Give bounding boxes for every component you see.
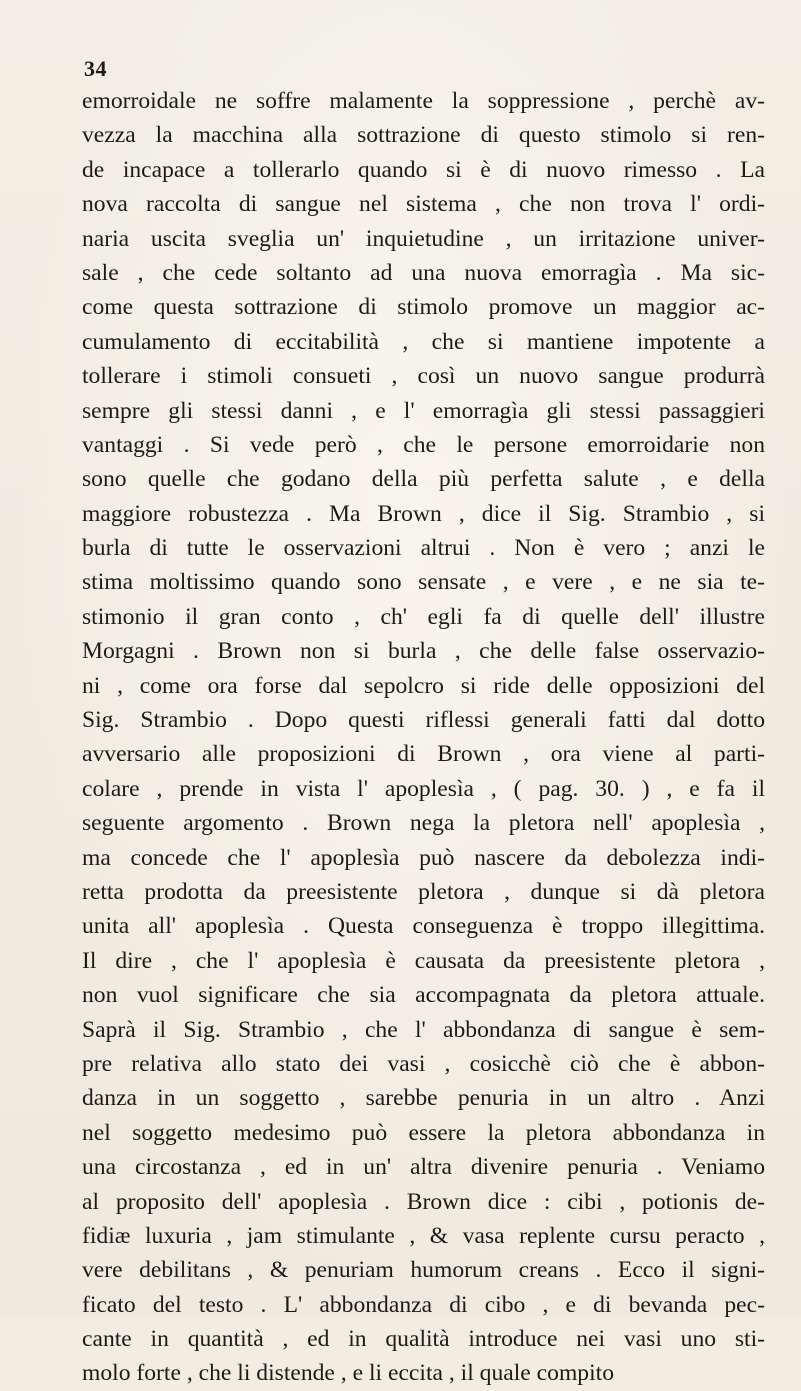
- text-line: burla di tutte le osservazioni altrui . Non è vero ; anzi le: [82, 535, 765, 562]
- text-line: cumulamento di eccitabilità , che si mantiene impotente a: [82, 328, 765, 355]
- text-line: ficato del testo . L' abbondanza di cibo , e di bevanda pec-: [82, 1291, 765, 1318]
- text-line: non vuol significare che sia accompagnata da pletora attuale.: [82, 982, 765, 1009]
- text-line: molo forte , che li distende , e li eccita , il quale compito: [82, 1360, 614, 1387]
- text-line: vere debilitans , & penuriam humorum creans . Ecco il signi-: [82, 1257, 765, 1284]
- text-line: una circostanza , ed in un' altra divenire penuria . Veniamo: [82, 1154, 765, 1181]
- text-line: de incapace a tollerarlo quando si è di nuovo rimesso . La: [82, 156, 765, 183]
- text-line: retta prodotta da preesistente pletora , dunque si dà pletora: [82, 878, 765, 905]
- text-line: al proposito dell' apoplesìa . Brown dice : cibi , potionis de-: [82, 1188, 765, 1215]
- text-line: pre relativa allo stato dei vasi , cosicchè ciò che è abbon-: [82, 1050, 765, 1077]
- text-line: tollerare i stimoli consueti , così un nuovo sangue produrrà: [82, 363, 765, 390]
- text-line: sempre gli stessi danni , e l' emorragìa gli stessi passaggieri: [82, 397, 765, 424]
- text-line: Saprà il Sig. Strambio , che l' abbondanza di sangue è sem-: [82, 1016, 765, 1043]
- text-line: naria uscita sveglia un' inquietudine , un irritazione univer-: [82, 225, 765, 252]
- text-line: avversario alle proposizioni di Brown , ora viene al parti-: [82, 741, 765, 768]
- text-line: seguente argomento . Brown nega la pletora nell' apoplesìa ,: [82, 810, 765, 837]
- text-line: Morgagni . Brown non si burla , che delle false osservazio-: [82, 638, 765, 665]
- text-line: ma concede che l' apoplesìa può nascere da debolezza indi-: [82, 844, 765, 871]
- text-line: nova raccolta di sangue nel sistema , che non trova l' ordi-: [82, 191, 765, 218]
- text-line: stima moltissimo quando sono sensate , e vere , e ne sia te-: [82, 569, 765, 596]
- text-line: vezza la macchina alla sottrazione di questo stimolo si ren-: [82, 122, 765, 149]
- text-line: sono quelle che godano della più perfetta salute , e della: [82, 466, 765, 493]
- text-line: colare , prende in vista l' apoplesìa , ( pag. 30. ) , e fa il: [82, 775, 765, 802]
- text-line: nel soggetto medesimo può essere la pletora abbondanza in: [82, 1119, 765, 1146]
- text-line: Il dire , che l' apoplesìa è causata da preesistente pletora ,: [82, 947, 765, 974]
- text-line: Sig. Strambio . Dopo questi riflessi generali fatti dal dotto: [82, 707, 765, 734]
- text-line: emorroidale ne soffre malamente la soppressione , perchè av-: [82, 88, 765, 114]
- text-line: cante in quantità , ed in qualità introduce nei vasi uno sti-: [82, 1326, 765, 1353]
- body-text: [82, 84, 765, 1391]
- text-line: unita all' apoplesìa . Questa conseguenza è troppo illegittima.: [82, 913, 765, 940]
- text-line: come questa sottrazione di stimolo promove un maggior ac-: [82, 294, 765, 321]
- text-line: sale , che cede soltanto ad una nuova emorragìa . Ma sic-: [82, 259, 765, 286]
- page-number: 34: [84, 56, 107, 81]
- text-line: vantaggi . Si vede però , che le persone emorroidarie non: [82, 431, 765, 458]
- text-line: stimonio il gran conto , ch' egli fa di quelle dell' illustre: [82, 603, 765, 630]
- text-line: ni , come ora forse dal sepolcro si ride delle opposizioni del: [82, 672, 765, 699]
- text-line: fidiæ luxuria , jam stimulante , & vasa replente cursu peracto ,: [82, 1222, 765, 1249]
- text-line: maggiore robustezza . Ma Brown , dice il Sig. Strambio , si: [82, 500, 765, 527]
- text-line: danza in un soggetto , sarebbe penuria in un altro . Anzi: [82, 1085, 765, 1112]
